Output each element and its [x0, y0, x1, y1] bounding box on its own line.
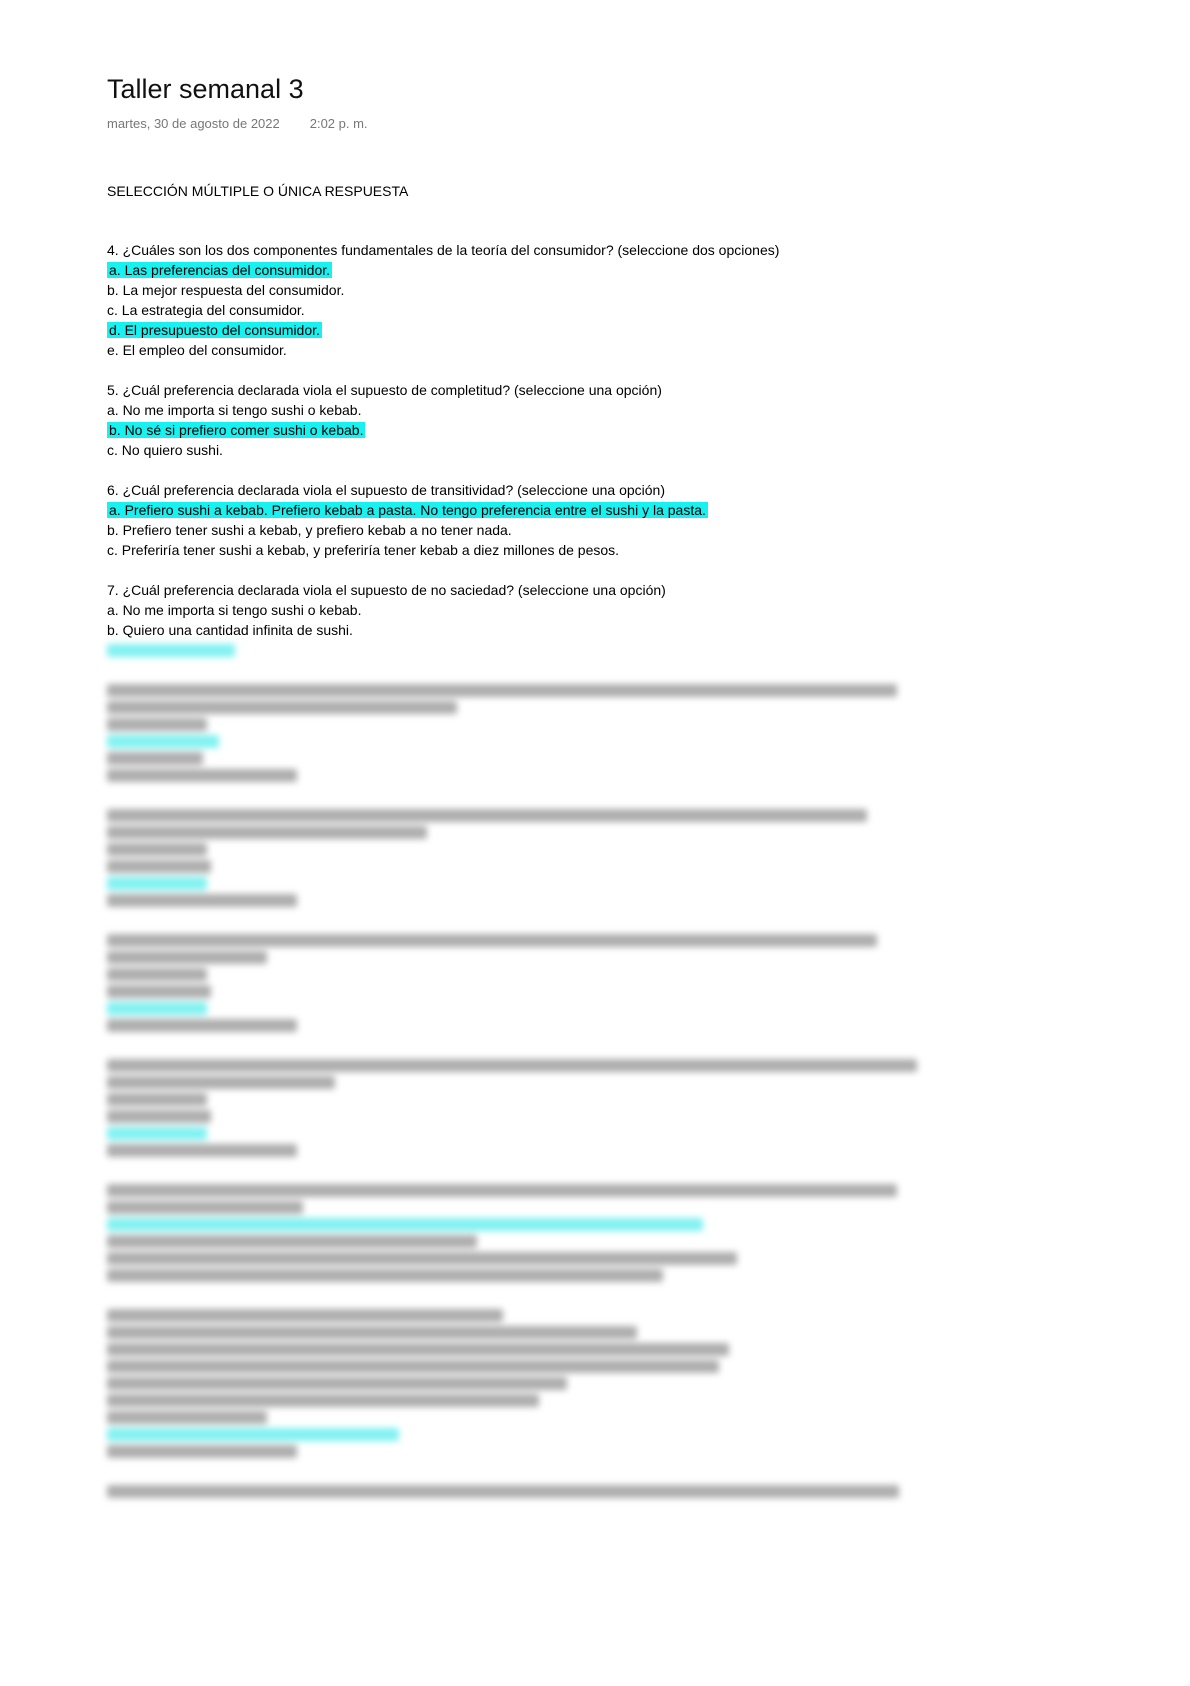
blurred-highlight	[107, 735, 219, 748]
blurred-line	[107, 934, 877, 947]
page-time: 2:02 p. m.	[309, 116, 368, 131]
blurred-line	[107, 860, 211, 873]
blurred-line	[107, 1309, 503, 1322]
blurred-line	[107, 1184, 897, 1197]
question-prompt: 5. ¿Cuál preferencia declarada viola el supuesto de completitud? (seleccione una opción)	[107, 382, 662, 398]
blurred-line	[107, 1059, 917, 1072]
blurred-line	[107, 1076, 335, 1089]
blurred-highlight	[107, 1428, 399, 1441]
blurred-line	[107, 701, 457, 714]
blurred-line	[107, 1093, 207, 1106]
blurred-highlight	[107, 877, 207, 890]
section-heading: SELECCIÓN MÚLTIPLE O ÚNICA RESPUESTA	[107, 183, 409, 199]
blurred-line	[107, 684, 897, 697]
answer-option: c. Preferiría tener sushi a kebab, y preferiría tener kebab a diez millones de pesos.	[107, 542, 620, 558]
question-6	[107, 480, 708, 560]
blurred-line	[107, 809, 867, 822]
blurred-line	[107, 951, 267, 964]
answer-option: b. Prefiero tener sushi a kebab, y prefiero kebab a no tener nada.	[107, 522, 512, 538]
question-7	[107, 580, 666, 640]
question-prompt: 6. ¿Cuál preferencia declarada viola el supuesto de transitividad? (seleccione una opción)	[107, 482, 665, 498]
blurred-highlight	[107, 1127, 207, 1140]
blurred-line	[107, 1019, 297, 1032]
answer-option: c. La estrategia del consumidor.	[107, 302, 305, 318]
blurred-line	[107, 894, 297, 907]
answer-option-selected: a. Las preferencias del consumidor.	[109, 262, 331, 278]
blurred-line	[107, 1269, 663, 1282]
blurred-line	[107, 1485, 899, 1498]
blurred-line	[107, 1445, 297, 1458]
answer-option: b. Quiero una cantidad infinita de sushi.	[107, 622, 353, 638]
blurred-highlight	[107, 1218, 703, 1231]
page-title: Taller semanal 3	[107, 74, 304, 104]
question-5	[107, 380, 662, 460]
answer-option: e. El empleo del consumidor.	[107, 342, 287, 358]
answer-option-selected: a. Prefiero sushi a kebab. Prefiero kebab a pasta. No tengo preferencia entre el sushi y la pasta.	[109, 502, 706, 518]
blurred-line	[107, 843, 207, 856]
blurred-line	[107, 1201, 303, 1214]
question-prompt: 7. ¿Cuál preferencia declarada viola el supuesto de no saciedad? (seleccione una opción)	[107, 582, 666, 598]
blurred-line	[107, 1110, 211, 1123]
blurred-line	[107, 718, 207, 731]
answer-option: a. No me importa si tengo sushi o kebab.	[107, 402, 362, 418]
blurred-line	[107, 1326, 637, 1339]
blurred-highlight	[107, 644, 235, 657]
blurred-line	[107, 1394, 539, 1407]
answer-option-selected: b. No sé si prefiero comer sushi o kebab.	[109, 422, 364, 438]
blurred-line	[107, 1235, 477, 1248]
blurred-line	[107, 826, 427, 839]
question-4	[107, 240, 779, 360]
answer-option: a. No me importa si tengo sushi o kebab.	[107, 602, 362, 618]
answer-option: b. La mejor respuesta del consumidor.	[107, 282, 345, 298]
blurred-line	[107, 1144, 297, 1157]
blurred-highlight	[107, 1002, 207, 1015]
blurred-line	[107, 968, 207, 981]
answer-option-selected: d. El presupuesto del consumidor.	[109, 322, 320, 338]
page-meta	[107, 116, 368, 131]
blurred-line	[107, 769, 297, 782]
blurred-line	[107, 985, 211, 998]
blurred-line	[107, 1343, 729, 1356]
blurred-content	[107, 640, 1107, 1501]
blurred-line	[107, 1411, 267, 1424]
question-prompt: 4. ¿Cuáles son los dos componentes fundamentales de la teoría del consumidor? (seleccione dos opciones)	[107, 242, 780, 258]
blurred-line	[107, 1377, 567, 1390]
blurred-line	[107, 1360, 719, 1373]
answer-option: c. No quiero sushi.	[107, 442, 223, 458]
blurred-line	[107, 1252, 737, 1265]
blurred-line	[107, 752, 203, 765]
page-date: martes, 30 de agosto de 2022	[107, 116, 280, 131]
